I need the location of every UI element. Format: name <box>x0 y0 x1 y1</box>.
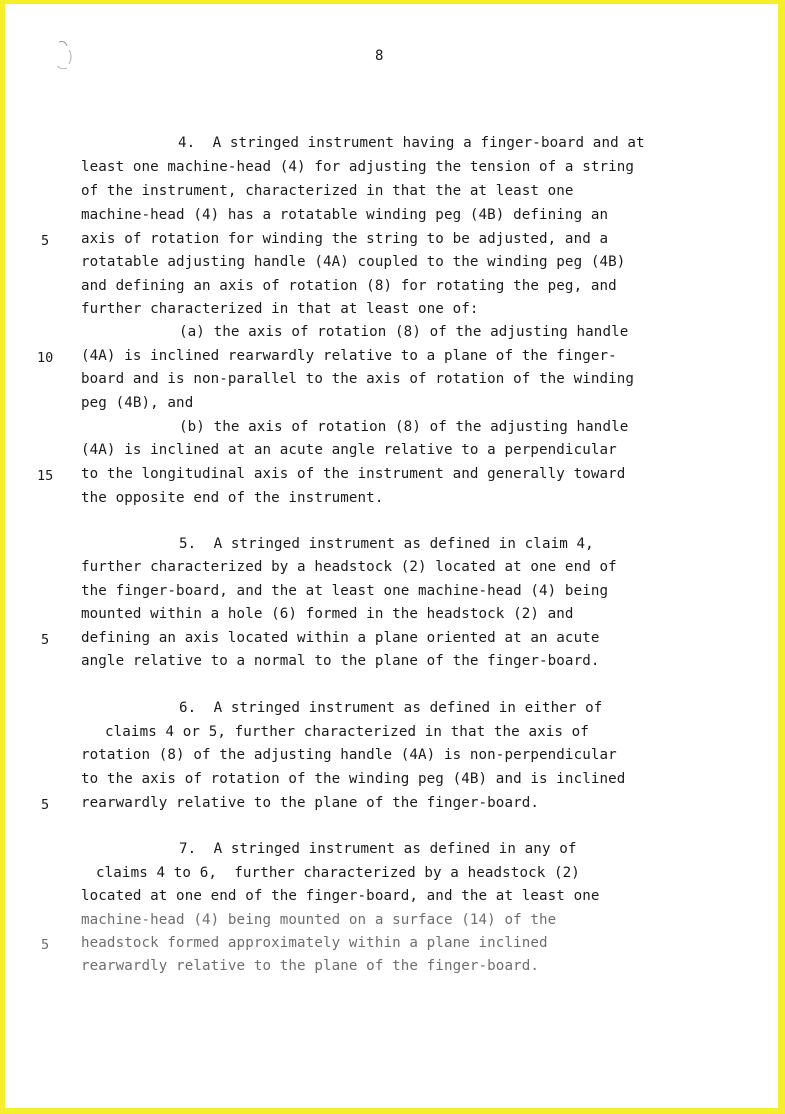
line-number: 5 <box>41 632 50 648</box>
claim-line: to the axis of rotation of the winding peg (4B) and is inclined <box>81 771 626 787</box>
claim-line: machine-head (4) being mounted on a surface (14) of the <box>81 912 557 928</box>
claim-line: 6. A stringed instrument as defined in either of <box>179 700 603 716</box>
line-number: 15 <box>37 468 54 484</box>
claim-line: (a) the axis of rotation (8) of the adjusting handle <box>179 324 629 340</box>
claim-line: defining an axis located within a plane oriented at an acute <box>81 630 600 646</box>
claim-line: (4A) is inclined at an acute angle relative to a perpendicular <box>81 442 617 458</box>
claim-line: 7. A stringed instrument as defined in any of <box>179 841 577 857</box>
claim-line: mounted within a hole (6) formed in the headstock (2) and <box>81 606 574 622</box>
claim-line: axis of rotation for winding the string to be adjusted, and a <box>81 231 609 247</box>
claim-line: machine-head (4) has a rotatable winding peg (4B) defining an <box>81 207 609 223</box>
claim-line: the opposite end of the instrument. <box>81 490 384 506</box>
claim-line: the finger-board, and the at least one machine-head (4) being <box>81 583 609 599</box>
claim-line: further characterized in that at least one of: <box>81 301 479 317</box>
claim-line: board and is non-parallel to the axis of rotation of the winding <box>81 371 635 387</box>
line-number: 5 <box>41 797 50 813</box>
line-number: 5 <box>41 937 50 953</box>
line-number: 5 <box>41 233 50 249</box>
claim-line: claims 4 to 6, further characterized by a headstock (2) <box>96 865 580 881</box>
claim-line: located at one end of the finger-board, and the at least one <box>81 888 600 904</box>
line-number: 10 <box>37 350 54 366</box>
claim-line: (b) the axis of rotation (8) of the adjusting handle <box>179 419 629 435</box>
claim-line: 5. A stringed instrument as defined in claim 4, <box>179 536 594 552</box>
scan-smudge-mark <box>49 38 75 72</box>
page-number: 8 <box>375 48 384 64</box>
claim-line: claims 4 or 5, further characterized in that the axis of <box>105 724 589 740</box>
claim-line: 4. A stringed instrument having a finger-board and at <box>178 135 645 151</box>
claim-line: least one machine-head (4) for adjusting the tension of a string <box>81 159 635 175</box>
claim-line: rearwardly relative to the plane of the finger-board. <box>81 958 540 974</box>
claim-line: rotation (8) of the adjusting handle (4A) is non-perpendicular <box>81 747 617 763</box>
claim-line: and defining an axis of rotation (8) for rotating the peg, and <box>81 278 617 294</box>
document-page <box>5 4 778 1108</box>
claim-line: of the instrument, characterized in that the at least one <box>81 183 574 199</box>
claim-line: to the longitudinal axis of the instrument and generally toward <box>81 466 626 482</box>
claim-line: peg (4B), and <box>81 395 194 411</box>
claim-line: rearwardly relative to the plane of the finger-board. <box>81 795 540 811</box>
claim-line: rotatable adjusting handle (4A) coupled to the winding peg (4B) <box>81 254 626 270</box>
claim-line: further characterized by a headstock (2) located at one end of <box>81 559 617 575</box>
claim-line: headstock formed approximately within a plane inclined <box>81 935 548 951</box>
claim-line: angle relative to a normal to the plane of the finger-board. <box>81 653 600 669</box>
claim-line: (4A) is inclined rearwardly relative to a plane of the finger- <box>81 348 617 364</box>
